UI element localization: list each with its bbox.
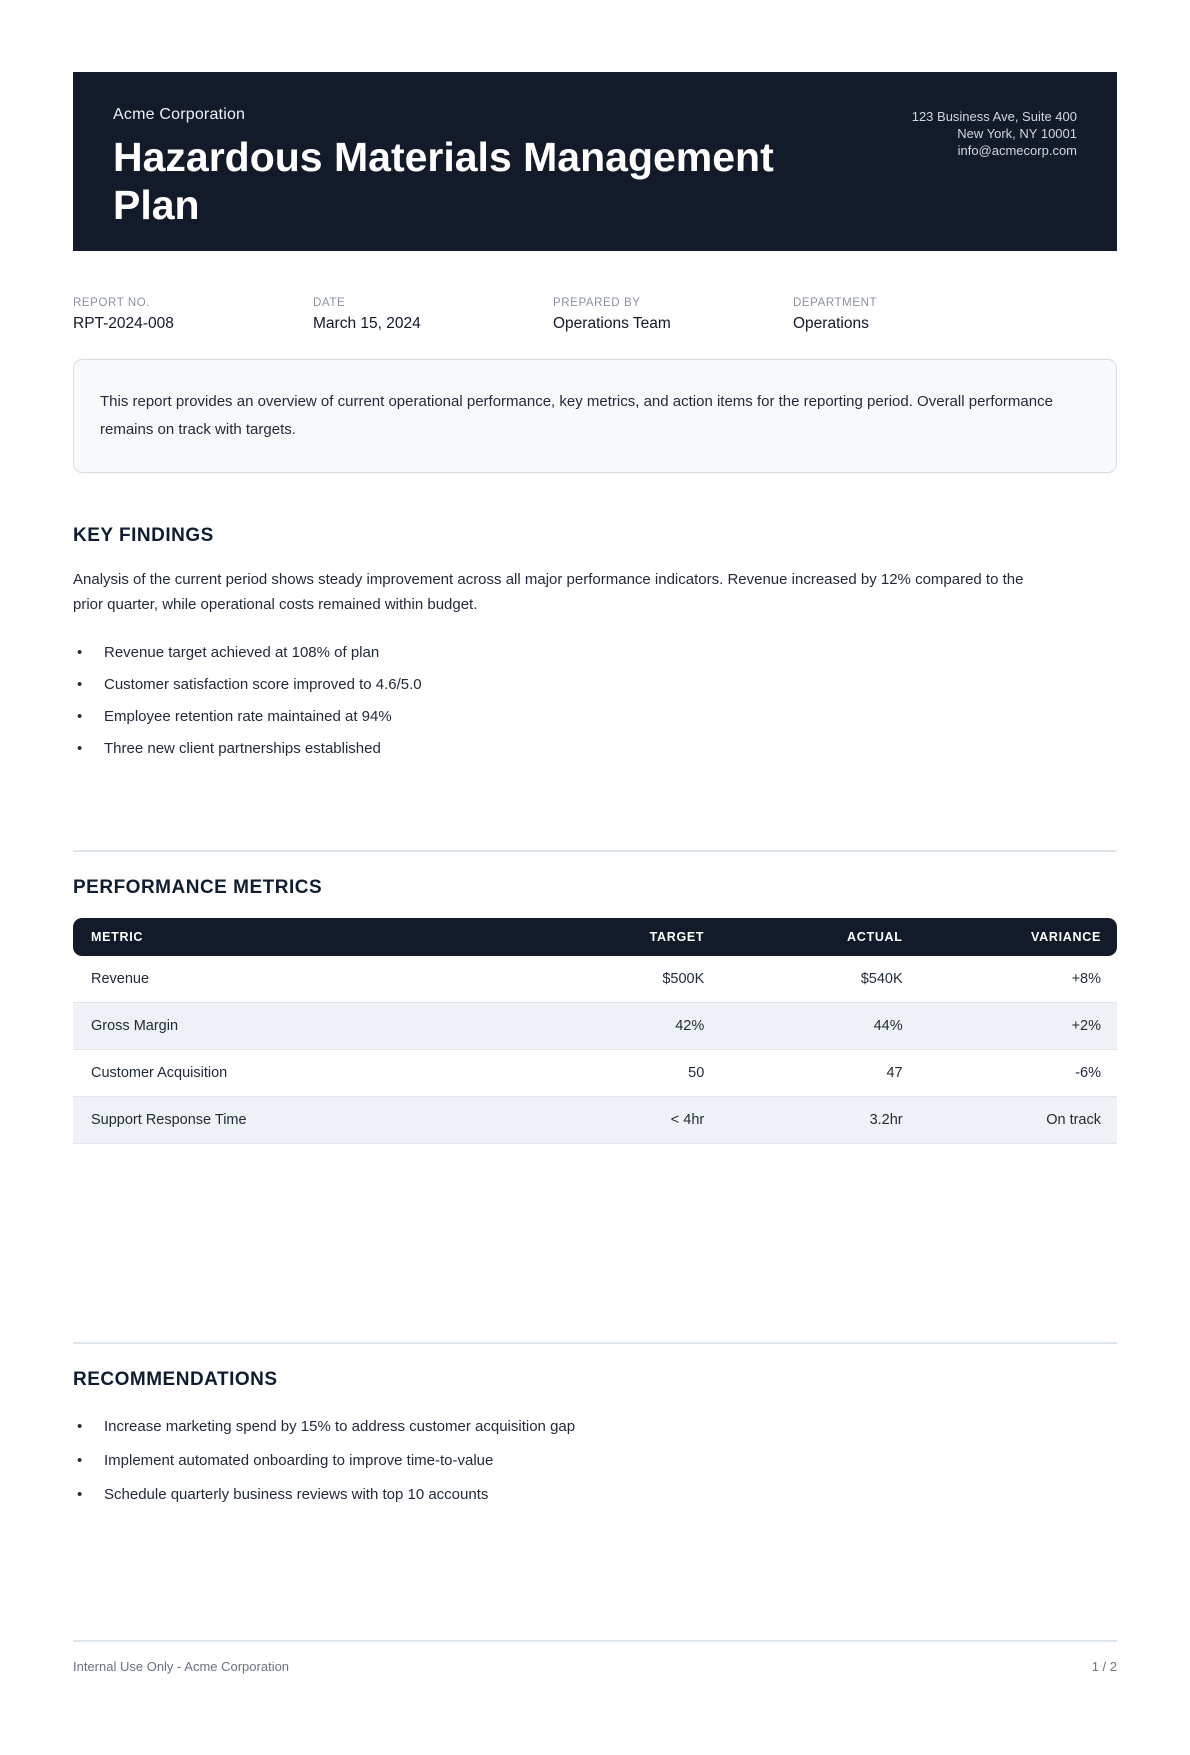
recommendations-list xyxy=(73,1417,1117,1504)
bullet-icon: • xyxy=(77,740,83,757)
report-header xyxy=(73,72,1117,251)
table-row xyxy=(73,1003,1117,1050)
address-line: info@acmecorp.com xyxy=(957,143,1077,158)
list-item xyxy=(73,1451,1117,1470)
cell-actual: $540K xyxy=(720,956,918,1003)
cell-actual: 44% xyxy=(720,1003,918,1050)
list-item-text: Customer satisfaction score improved to 4.6/5.0 xyxy=(104,676,422,693)
meta-value: March 15, 2024 xyxy=(313,315,421,332)
footer-classification: Internal Use Only - Acme Corporation xyxy=(73,1659,290,1674)
list-item xyxy=(73,1485,1117,1504)
meta-value: RPT-2024-008 xyxy=(73,315,174,332)
list-item-text: Implement automated onboarding to improve time-to-value xyxy=(104,1452,494,1469)
section-divider xyxy=(73,1342,1117,1344)
summary-text: This report provides an overview of current operational performance, key metrics, and action items for the reporting period. Overall performance remains on track with targets. xyxy=(100,393,1053,438)
column-header-target: TARGET xyxy=(522,918,720,956)
meta-label: DEPARTMENT xyxy=(793,297,878,309)
report-header-left xyxy=(113,106,813,229)
cell-target: 50 xyxy=(522,1050,720,1097)
list-item-text: Employee retention rate maintained at 94% xyxy=(104,708,392,725)
cell-metric: Customer Acquisition xyxy=(73,1050,522,1097)
table-row xyxy=(73,1097,1117,1144)
meta-field-department xyxy=(793,297,1033,333)
meta-value: Operations Team xyxy=(553,315,671,332)
page-footer xyxy=(73,1640,1117,1674)
cell-actual: 47 xyxy=(720,1050,918,1097)
report-page xyxy=(73,72,1117,1504)
bullet-icon: • xyxy=(77,1418,83,1435)
page-number: 1 / 2 xyxy=(1091,1659,1117,1674)
performance-metrics-table xyxy=(73,918,1117,1144)
meta-label: PREPARED BY xyxy=(553,297,641,309)
meta-label: REPORT NO. xyxy=(73,297,151,309)
performance-metrics-heading: PERFORMANCE METRICS xyxy=(73,877,323,898)
list-item xyxy=(73,1417,1117,1436)
meta-field-date xyxy=(313,297,553,333)
cell-actual: 3.2hr xyxy=(720,1097,918,1144)
company-address xyxy=(912,106,1077,229)
meta-field-report-no xyxy=(73,297,313,333)
list-item xyxy=(73,675,1117,694)
bullet-icon: • xyxy=(77,1452,83,1469)
cell-metric: Revenue xyxy=(73,956,522,1003)
list-item-text: Increase marketing spend by 15% to address customer acquisition gap xyxy=(104,1418,576,1435)
cell-target: $500K xyxy=(522,956,720,1003)
cell-variance: +8% xyxy=(919,956,1117,1003)
column-header-variance: VARIANCE xyxy=(919,918,1117,956)
bullet-icon: • xyxy=(77,644,83,661)
cell-variance: -6% xyxy=(919,1050,1117,1097)
meta-value: Operations xyxy=(793,315,869,332)
summary-callout xyxy=(73,359,1117,473)
table-header-row xyxy=(73,918,1117,956)
column-header-actual: ACTUAL xyxy=(720,918,918,956)
list-item-text: Schedule quarterly business reviews with top 10 accounts xyxy=(104,1486,489,1503)
list-item xyxy=(73,739,1117,758)
table-row xyxy=(73,956,1117,1003)
cell-variance: On track xyxy=(919,1097,1117,1144)
list-item-text: Revenue target achieved at 108% of plan xyxy=(104,644,380,661)
company-name: Acme Corporation xyxy=(113,106,246,123)
list-item xyxy=(73,707,1117,726)
report-title: Hazardous Materials Management Plan xyxy=(113,134,774,228)
key-findings-list xyxy=(73,643,1117,758)
table-row xyxy=(73,1050,1117,1097)
bullet-icon: • xyxy=(77,676,83,693)
key-findings-paragraph: Analysis of the current period shows steady improvement across all major performance indicators. Revenue increased by 12% compared to the prior quarter, while operational costs remained within budget. xyxy=(73,571,1024,613)
list-item-text: Three new client partnerships established xyxy=(104,740,381,757)
column-header-metric: METRIC xyxy=(73,918,522,956)
report-meta-row xyxy=(73,297,1117,333)
cell-metric: Support Response Time xyxy=(73,1097,522,1144)
section-divider xyxy=(73,850,1117,852)
meta-label: DATE xyxy=(313,297,346,309)
list-item xyxy=(73,643,1117,662)
meta-field-prepared-by xyxy=(553,297,793,333)
key-findings-heading: KEY FINDINGS xyxy=(73,525,214,546)
cell-variance: +2% xyxy=(919,1003,1117,1050)
cell-target: 42% xyxy=(522,1003,720,1050)
address-line: 123 Business Ave, Suite 400 xyxy=(911,109,1077,124)
recommendations-heading: RECOMMENDATIONS xyxy=(73,1369,278,1390)
cell-metric: Gross Margin xyxy=(73,1003,522,1050)
cell-target: < 4hr xyxy=(522,1097,720,1144)
bullet-icon: • xyxy=(77,708,83,725)
bullet-icon: • xyxy=(77,1486,83,1503)
address-line: New York, NY 10001 xyxy=(957,126,1077,141)
